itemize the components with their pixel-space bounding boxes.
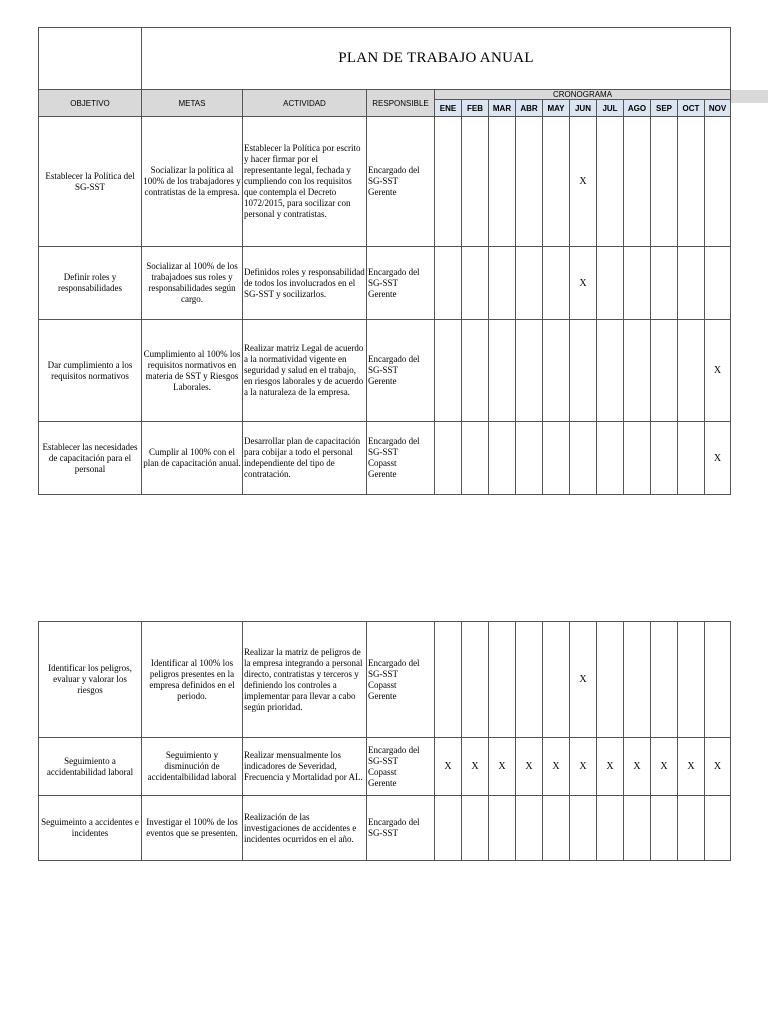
- schedule-cell-jun: X: [570, 738, 597, 796]
- responsable-line: Gerente: [368, 376, 397, 386]
- schedule-cell-ago: X: [624, 738, 651, 796]
- metas-cell: Identificar al 100% los peligros presentes en la empresa definidos en el periodo.: [142, 622, 243, 738]
- schedule-cell-feb: [462, 320, 489, 422]
- schedule-cell-feb: [462, 422, 489, 495]
- schedule-cell-oct: [678, 247, 705, 320]
- schedule-cell-jun: X: [570, 117, 597, 247]
- objetivo-cell: Seguimiento a accidentabilidad laboral: [39, 738, 142, 796]
- objetivo-cell: Identificar los peligros, evaluar y valorar los riesgos: [39, 622, 142, 738]
- responsable-line: Encargado del: [368, 817, 420, 827]
- schedule-cell-feb: [462, 622, 489, 738]
- responsable-line: Encargado del: [368, 165, 420, 175]
- table-row: [39, 117, 731, 247]
- metas-cell: Cumplimiento al 100% los requisitos normativos en materia de SST y Riesgos Laborales.: [142, 320, 243, 422]
- month-header-abr: ABR: [516, 100, 543, 117]
- schedule-cell-mar: [489, 117, 516, 247]
- schedule-cell-oct: [678, 422, 705, 495]
- responsable-line: Copasst: [368, 679, 397, 690]
- responsable-line: SG-SST: [368, 447, 399, 457]
- metas-cell: Seguimiento y disminución de accidentalbilidad laboral: [142, 738, 243, 796]
- schedule-cell-sep: [651, 422, 678, 495]
- responsable-line: SG-SST: [368, 828, 399, 838]
- schedule-cell-ago: [624, 622, 651, 738]
- table-row: [39, 247, 731, 320]
- schedule-cell-sep: [651, 796, 678, 861]
- schedule-cell-ene: [435, 422, 462, 495]
- responsable-line: SG-SST: [368, 277, 399, 288]
- actividad-cell: Desarrollar plan de capacitación para cobijar a todo el personal independiente del tipo de contratación.: [243, 422, 367, 495]
- schedule-cell-ago: [624, 796, 651, 861]
- header-actividad: ACTIVIDAD: [243, 90, 367, 117]
- actividad-cell: Definidos roles y responsabilidad de todos los involucrados en el SG-SST y socilizarlos.: [243, 247, 367, 320]
- responsable-cell: [367, 738, 435, 796]
- schedule-cell-abr: [516, 247, 543, 320]
- month-header-ago: AGO: [624, 100, 651, 117]
- month-header-may: MAY: [543, 100, 570, 117]
- schedule-cell-mar: X: [489, 738, 516, 796]
- responsable-line: Encargado del: [368, 266, 420, 277]
- schedule-cell-feb: X: [462, 738, 489, 796]
- schedule-cell-may: [543, 422, 570, 495]
- work-plan-table-1: [38, 27, 731, 495]
- responsable-cell: [367, 622, 435, 738]
- responsable-line: SG-SST: [368, 176, 399, 186]
- schedule-cell-ago: [624, 320, 651, 422]
- schedule-cell-may: [543, 320, 570, 422]
- schedule-cell-abr: [516, 622, 543, 738]
- objetivo-cell: Establecer las necesidades de capacitación para el personal: [39, 422, 142, 495]
- schedule-cell-nov: [705, 247, 731, 320]
- month-header-feb: FEB: [462, 100, 489, 117]
- schedule-cell-jul: [597, 622, 624, 738]
- responsable-line: Encargado del: [368, 354, 420, 364]
- table-row: [39, 738, 731, 796]
- schedule-cell-abr: [516, 796, 543, 861]
- schedule-cell-jun: X: [570, 622, 597, 738]
- month-header-jun: JUN: [570, 100, 597, 117]
- metas-cell: Socializar la política al 100% de los trabajadores y contratistas de la empresa.: [142, 117, 243, 247]
- month-header-mar: MAR: [489, 100, 516, 117]
- schedule-cell-abr: [516, 422, 543, 495]
- actividad-cell: Realizar mensualmente los indicadores de Severidad, Frecuencia y Mortalidad por AL.: [243, 738, 367, 796]
- schedule-cell-jun: [570, 796, 597, 861]
- schedule-cell-ene: [435, 622, 462, 738]
- work-plan-table-2: [38, 621, 731, 861]
- schedule-cell-mar: [489, 247, 516, 320]
- responsable-line: Gerente: [368, 469, 397, 479]
- schedule-cell-may: [543, 622, 570, 738]
- objetivo-cell: Seguimeinto a accidentes e incidentes: [39, 796, 142, 861]
- responsable-line: Gerente: [368, 187, 397, 197]
- schedule-cell-sep: [651, 247, 678, 320]
- month-header-jul: JUL: [597, 100, 624, 117]
- schedule-cell-ago: [624, 247, 651, 320]
- schedule-cell-nov: [705, 117, 731, 247]
- schedule-cell-sep: [651, 117, 678, 247]
- metas-cell: Cumplir al 100% con el plan de capacitación anual.: [142, 422, 243, 495]
- responsable-cell: [367, 422, 435, 495]
- schedule-cell-may: X: [543, 738, 570, 796]
- schedule-cell-ene: [435, 117, 462, 247]
- schedule-cell-mar: [489, 422, 516, 495]
- schedule-cell-jul: [597, 320, 624, 422]
- actividad-cell: Establecer la Política por escrito y hacer firmar por el representante legal, fechada y cumpliendo con los requisitos que contempla el Decreto 1072/2015, para socilizar con personal y contratistas.: [243, 117, 367, 247]
- objetivo-cell: Dar cumplimiento a los requisitos normativos: [39, 320, 142, 422]
- schedule-cell-nov: [705, 796, 731, 861]
- schedule-cell-nov: X: [705, 422, 731, 495]
- schedule-cell-sep: X: [651, 738, 678, 796]
- table-row: [39, 320, 731, 422]
- schedule-cell-mar: [489, 622, 516, 738]
- actividad-cell: Realización de las investigaciones de accidentes e incidentes ocurridos en el año.: [243, 796, 367, 861]
- schedule-cell-oct: X: [678, 738, 705, 796]
- objetivo-cell: Definir roles y responsabilidades: [39, 247, 142, 320]
- schedule-cell-mar: [489, 320, 516, 422]
- schedule-cell-ene: [435, 320, 462, 422]
- schedule-cell-feb: [462, 117, 489, 247]
- schedule-cell-nov: X: [705, 738, 731, 796]
- responsable-line: Gerente: [368, 777, 397, 788]
- schedule-cell-ene: X: [435, 738, 462, 796]
- schedule-cell-ago: [624, 117, 651, 247]
- responsable-line: SG-SST: [368, 755, 399, 766]
- responsable-line: Encargado del: [368, 436, 420, 446]
- metas-cell: Socializar al 100% de los trabajadoes sus roles y responsabilidades según cargo.: [142, 247, 243, 320]
- month-header-oct: OCT: [678, 100, 705, 117]
- responsable-cell: [367, 247, 435, 320]
- header-overflow-strip: [730, 90, 768, 103]
- responsable-line: Encargado del: [368, 657, 420, 668]
- schedule-cell-jun: [570, 320, 597, 422]
- schedule-cell-ene: [435, 247, 462, 320]
- schedule-cell-may: [543, 247, 570, 320]
- schedule-cell-nov: [705, 622, 731, 738]
- month-header-ene: ENE: [435, 100, 462, 117]
- schedule-cell-ene: [435, 796, 462, 861]
- responsable-cell: [367, 117, 435, 247]
- schedule-cell-oct: [678, 622, 705, 738]
- logo-cell: [39, 28, 142, 90]
- schedule-cell-jul: [597, 422, 624, 495]
- responsable-line: Copasst: [368, 766, 397, 777]
- schedule-cell-abr: [516, 320, 543, 422]
- responsable-cell: [367, 320, 435, 422]
- header-objetivo: OBJETIVO: [39, 90, 142, 117]
- schedule-cell-jul: [597, 796, 624, 861]
- schedule-cell-jul: X: [597, 738, 624, 796]
- responsable-line: Copasst: [368, 458, 397, 468]
- schedule-cell-sep: [651, 622, 678, 738]
- schedule-cell-jun: X: [570, 247, 597, 320]
- table-row: [39, 622, 731, 738]
- schedule-cell-oct: [678, 117, 705, 247]
- table-row: [39, 796, 731, 861]
- schedule-cell-jun: [570, 422, 597, 495]
- table-row: [39, 422, 731, 495]
- month-header-nov: NOV: [705, 100, 731, 117]
- responsable-line: Gerente: [368, 690, 397, 701]
- page-title: PLAN DE TRABAJO ANUAL: [142, 28, 731, 90]
- responsable-line: SG-SST: [368, 365, 399, 375]
- schedule-cell-feb: [462, 796, 489, 861]
- header-cronograma: CRONOGRAMA: [435, 90, 731, 100]
- schedule-cell-jul: [597, 247, 624, 320]
- schedule-cell-may: [543, 117, 570, 247]
- header-metas: METAS: [142, 90, 243, 117]
- schedule-cell-sep: [651, 320, 678, 422]
- header-responsable: RESPONSIBLE: [367, 90, 435, 117]
- actividad-cell: Realizar la matriz de peligros de la empresa integrando a personal directo, contratistas y terceros y definiendo los controles a implementar para llevar a cabo según prioridad.: [243, 622, 367, 738]
- schedule-cell-mar: [489, 796, 516, 861]
- schedule-cell-oct: [678, 320, 705, 422]
- responsable-line: Gerente: [368, 288, 397, 299]
- schedule-cell-jul: [597, 117, 624, 247]
- schedule-cell-feb: [462, 247, 489, 320]
- objetivo-cell: Establecer la Política del SG-SST: [39, 117, 142, 247]
- responsable-cell: [367, 796, 435, 861]
- responsable-line: Encargado del: [368, 744, 420, 755]
- schedule-cell-abr: [516, 117, 543, 247]
- schedule-cell-may: [543, 796, 570, 861]
- month-header-sep: SEP: [651, 100, 678, 117]
- actividad-cell: Realizar matriz Legal de acuerdo a la normatividad vigente en seguridad y salud en el trabajo, en riesgos laborales y de acuerdo a la naturaleza de la empresa.: [243, 320, 367, 422]
- schedule-cell-nov: X: [705, 320, 731, 422]
- schedule-cell-abr: X: [516, 738, 543, 796]
- schedule-cell-oct: [678, 796, 705, 861]
- responsable-line: SG-SST: [368, 668, 399, 679]
- schedule-cell-ago: [624, 422, 651, 495]
- metas-cell: Investigar el 100% de los eventos que se presenten.: [142, 796, 243, 861]
